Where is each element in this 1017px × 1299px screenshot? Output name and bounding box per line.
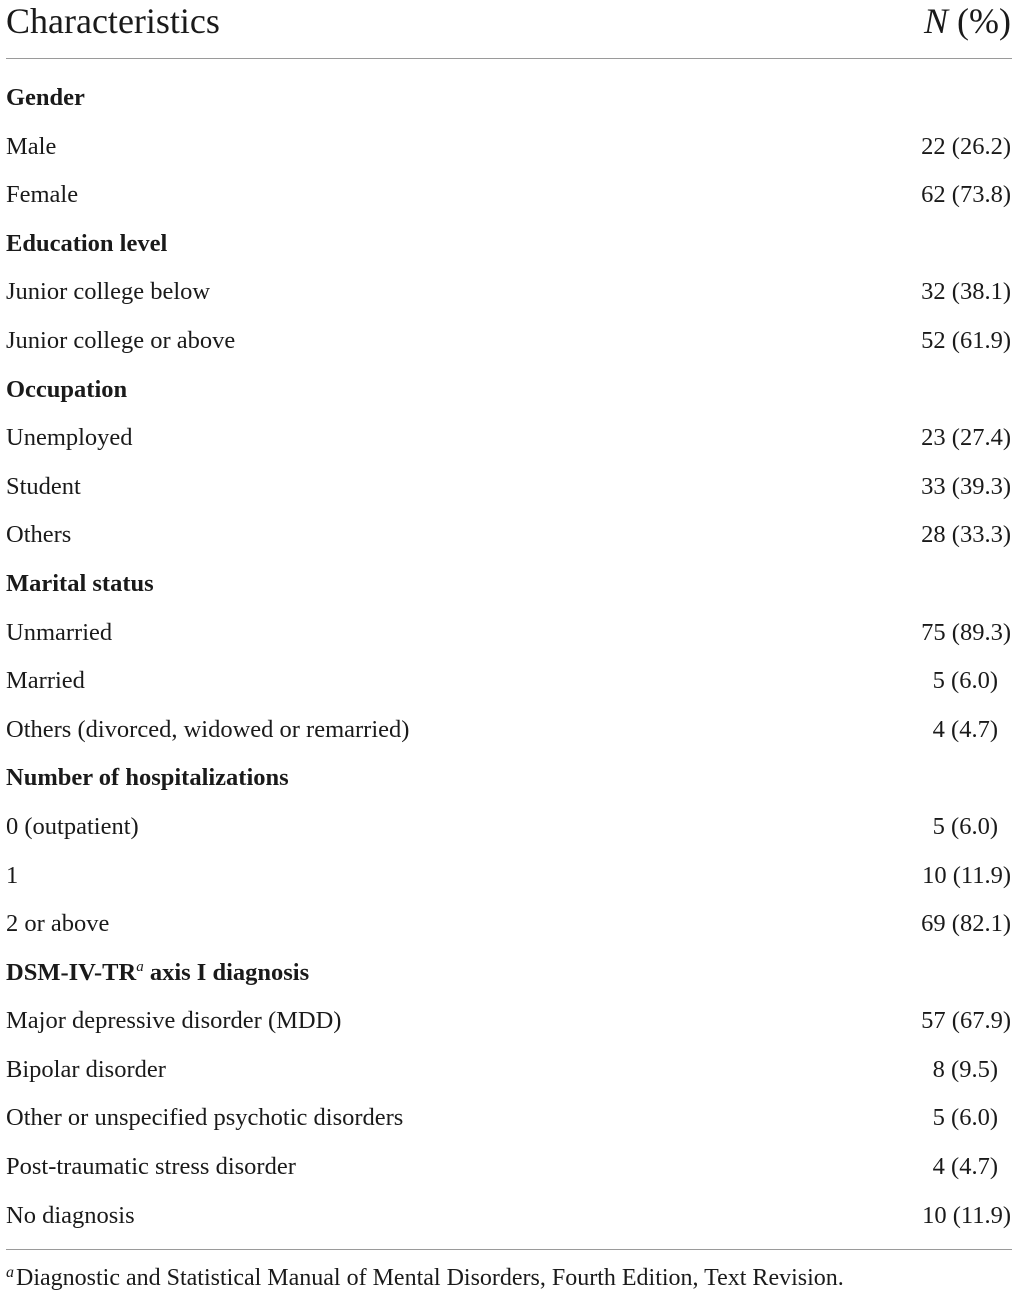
section-label-marital-status: Marital status	[6, 569, 154, 597]
table-row	[0, 803, 1017, 852]
table-section-row	[0, 220, 1017, 269]
table-row	[0, 268, 1017, 317]
table-section-row	[0, 560, 1017, 609]
section-label-gender: Gender	[6, 84, 85, 111]
row-label: Others	[6, 521, 72, 549]
column-header-characteristics: Characteristics	[6, 1, 220, 41]
table-row	[0, 414, 1017, 463]
row-label: Student	[6, 472, 81, 500]
table-row	[0, 657, 1017, 706]
row-label: Male	[6, 132, 57, 160]
table-row	[0, 852, 1017, 901]
table-row	[0, 1143, 1017, 1192]
table-row	[0, 171, 1017, 220]
row-value: 28 (33.3)	[921, 521, 1011, 549]
footer-divider	[6, 1249, 1012, 1250]
row-label: Unemployed	[6, 424, 133, 452]
table-row	[0, 1094, 1017, 1143]
row-label: 2 or above	[6, 910, 110, 938]
column-header-n-percent	[924, 0, 1011, 42]
row-label: Junior college below	[6, 278, 211, 306]
table-section-row	[0, 366, 1017, 415]
section-label-number-of-hospitalizations: Number of hospitalizations	[6, 764, 289, 792]
row-value: 69 (82.1)	[921, 910, 1011, 938]
table-row	[0, 900, 1017, 949]
section-label-dsm-diagnosis	[6, 949, 309, 998]
table-row	[0, 463, 1017, 512]
table-header-row	[0, 0, 1017, 58]
dsm-label-text: DSM-IV-TR	[6, 958, 137, 986]
row-value: 5 (6.0)	[932, 1104, 998, 1132]
table-row	[0, 1046, 1017, 1095]
row-value: 33 (39.3)	[921, 472, 1011, 500]
column-header-percent-symbol: (%)	[948, 1, 1011, 41]
row-label: Unmarried	[6, 618, 113, 646]
table-row	[0, 511, 1017, 560]
row-value: 22 (26.2)	[921, 132, 1011, 160]
footnote-marker: a	[136, 958, 144, 975]
row-value: 5 (6.0)	[932, 812, 998, 840]
footnote-text: Diagnostic and Statistical Manual of Mental Disorders, Fourth Edition, Text Revision.	[16, 1265, 844, 1291]
column-header-n-symbol: N	[924, 1, 949, 41]
section-label-education-level: Education level	[6, 229, 168, 257]
row-value: 5 (6.0)	[932, 667, 998, 695]
table-row	[0, 997, 1017, 1046]
table-footnote	[6, 1262, 844, 1294]
dsm-label-suffix: axis I diagnosis	[143, 958, 310, 986]
table-section-row	[0, 949, 1017, 998]
row-label: 1	[6, 861, 19, 889]
table-row	[0, 317, 1017, 366]
table-row	[0, 1192, 1017, 1241]
header-divider	[6, 58, 1012, 59]
table-row	[0, 609, 1017, 658]
row-value: 57 (67.9)	[921, 1007, 1011, 1035]
footnote-marker: a	[6, 1264, 14, 1281]
row-value: 75 (89.3)	[921, 618, 1011, 646]
section-label-occupation: Occupation	[6, 375, 128, 403]
row-value: 23 (27.4)	[921, 424, 1011, 452]
row-label: Married	[6, 667, 85, 695]
row-label: 0 (outpatient)	[6, 812, 139, 840]
row-label: Other or unspecified psychotic disorders	[6, 1104, 404, 1132]
row-label: Female	[6, 181, 79, 209]
table-section-row	[0, 74, 1017, 123]
row-label: Post-traumatic stress disorder	[6, 1153, 296, 1181]
table-body	[0, 74, 1017, 1240]
row-label: No diagnosis	[6, 1201, 135, 1229]
row-value: 10 (11.9)	[922, 1201, 1011, 1229]
row-value: 32 (38.1)	[921, 278, 1011, 306]
row-value: 8 (9.5)	[932, 1055, 998, 1083]
row-label: Junior college or above	[6, 326, 236, 354]
row-value: 52 (61.9)	[921, 326, 1011, 354]
row-label: Others (divorced, widowed or remarried)	[6, 715, 410, 743]
table-row	[0, 123, 1017, 172]
row-value: 62 (73.8)	[921, 181, 1011, 209]
row-value: 4 (4.7)	[932, 715, 998, 743]
row-label: Major depressive disorder (MDD)	[6, 1007, 342, 1035]
row-value: 4 (4.7)	[932, 1153, 998, 1181]
row-label: Bipolar disorder	[6, 1055, 166, 1083]
row-value: 10 (11.9)	[922, 861, 1011, 889]
table-section-row	[0, 754, 1017, 803]
table-row	[0, 706, 1017, 755]
